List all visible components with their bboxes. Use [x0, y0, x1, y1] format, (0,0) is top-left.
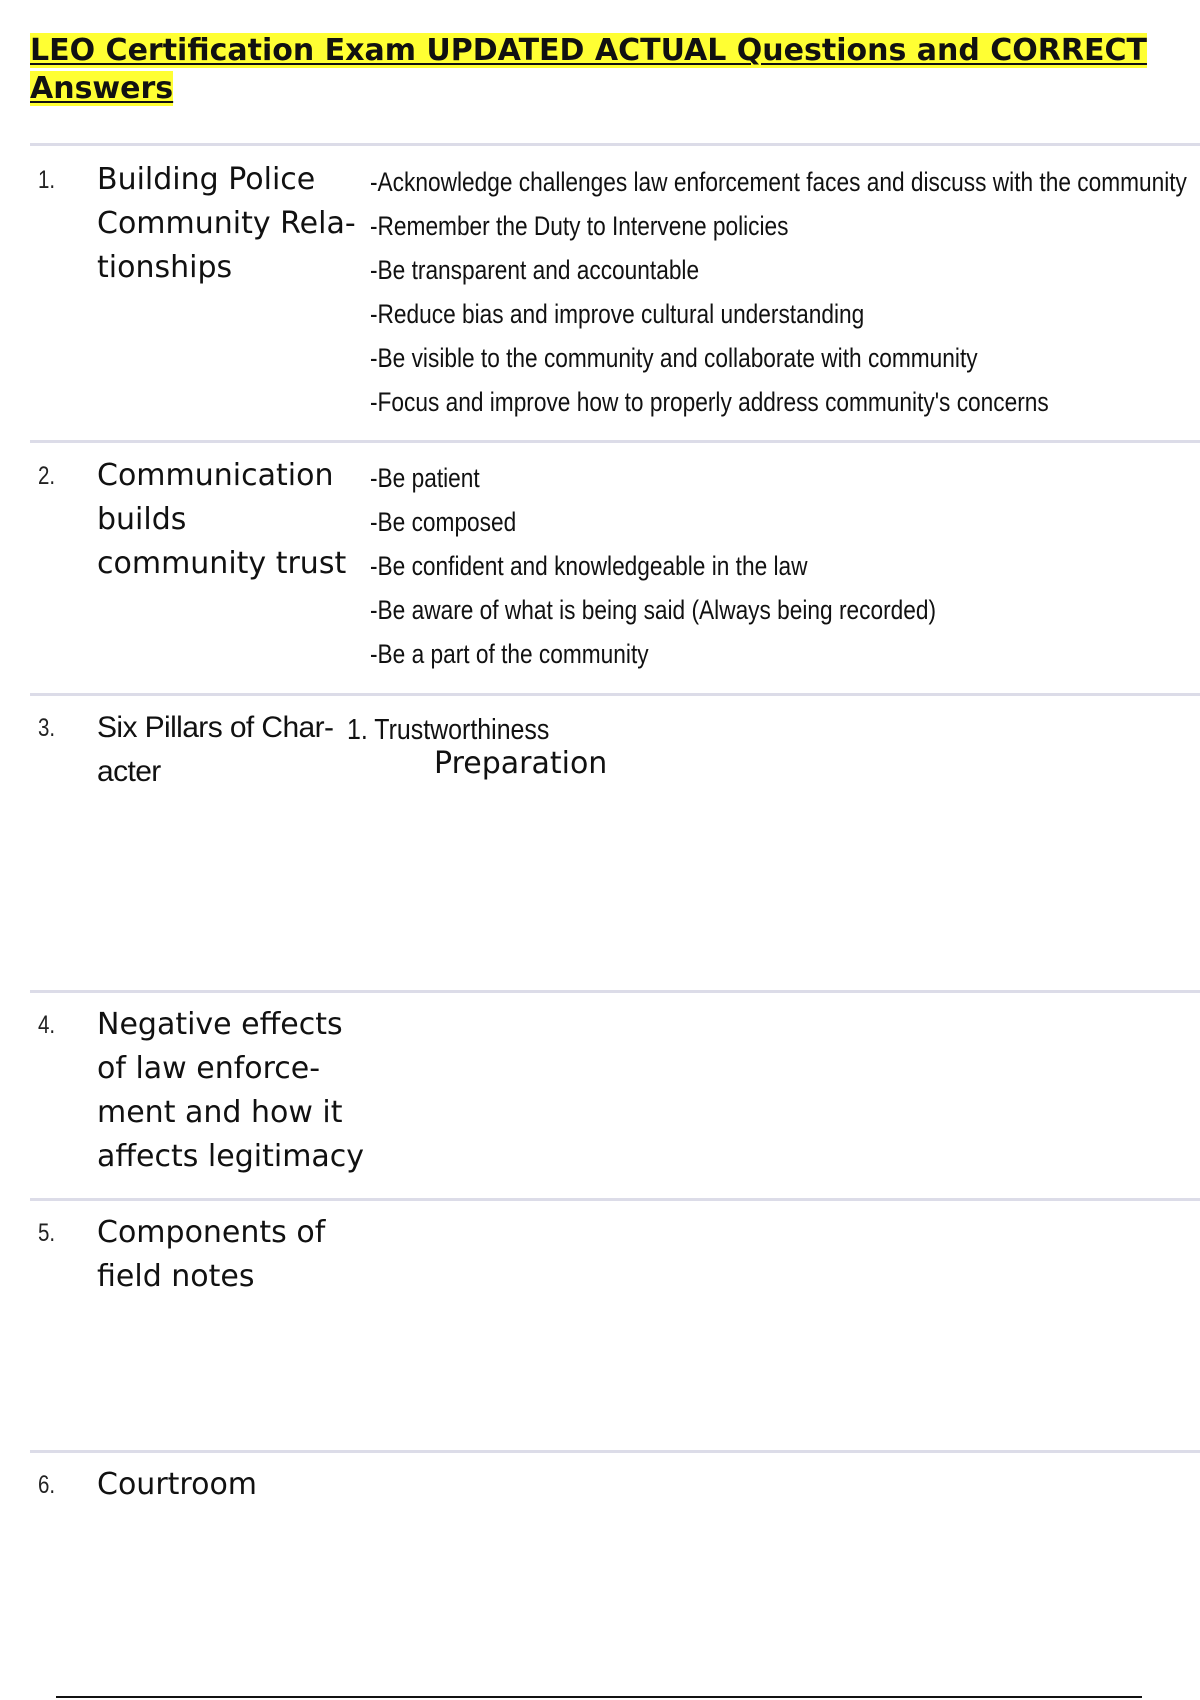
answer-item: -Be composed: [370, 507, 517, 537]
answer-item: -Focus and improve how to properly address community's concerns: [370, 387, 1049, 417]
row-divider: [30, 990, 1200, 993]
answer-list: [370, 456, 1044, 676]
question-number: 2.: [38, 462, 56, 490]
row-divider: [30, 693, 1200, 696]
row-divider: [30, 440, 1200, 443]
answer-list: [370, 160, 1200, 424]
question-number: 3.: [38, 714, 56, 742]
document-title: [30, 32, 1180, 108]
answer-item: -Remember the Duty to Intervene policies: [370, 211, 789, 241]
row-divider: [30, 143, 1200, 146]
question-term: Components of field notes: [97, 1215, 326, 1294]
preparation-overlay-label: Preparation: [434, 746, 608, 781]
answer-item: -Acknowledge challenges law enforcement faces and discuss with the community: [370, 167, 1187, 197]
question-number: 1.: [38, 166, 56, 194]
answer-item: 1. Trustworthiness: [347, 714, 550, 746]
answer-item: -Be transparent and accountable: [370, 255, 700, 285]
question-term: Communication builds community trust: [97, 458, 347, 581]
answer-item: -Be confident and knowledgeable in the law: [370, 551, 808, 581]
question-number: 5.: [38, 1219, 56, 1247]
question-term: Building Police Community Rela- tionships: [97, 162, 356, 285]
question-term: Six Pillars of Char- acter: [97, 711, 334, 788]
page-bottom-rule: [56, 1696, 1142, 1698]
answer-item: -Be aware of what is being said (Always being recorded): [370, 595, 937, 625]
document-title-text: LEO Certification Exam UPDATED ACTUAL Questions and CORRECT Answers: [30, 33, 1147, 106]
answer-item: -Be patient: [370, 463, 480, 493]
row-divider: [30, 1450, 1200, 1453]
question-term: Negative effects of law enforce- ment and how it affects legitimacy: [97, 1007, 365, 1174]
question-term: Courtroom: [97, 1467, 258, 1502]
row-divider: [30, 1198, 1200, 1201]
question-number: 6.: [38, 1471, 56, 1499]
answer-item: -Be a part of the community: [370, 639, 649, 669]
question-number: 4.: [38, 1011, 56, 1039]
answer-item: -Be visible to the community and collaborate with community: [370, 343, 978, 373]
answer-item: -Reduce bias and improve cultural understanding: [370, 299, 865, 329]
